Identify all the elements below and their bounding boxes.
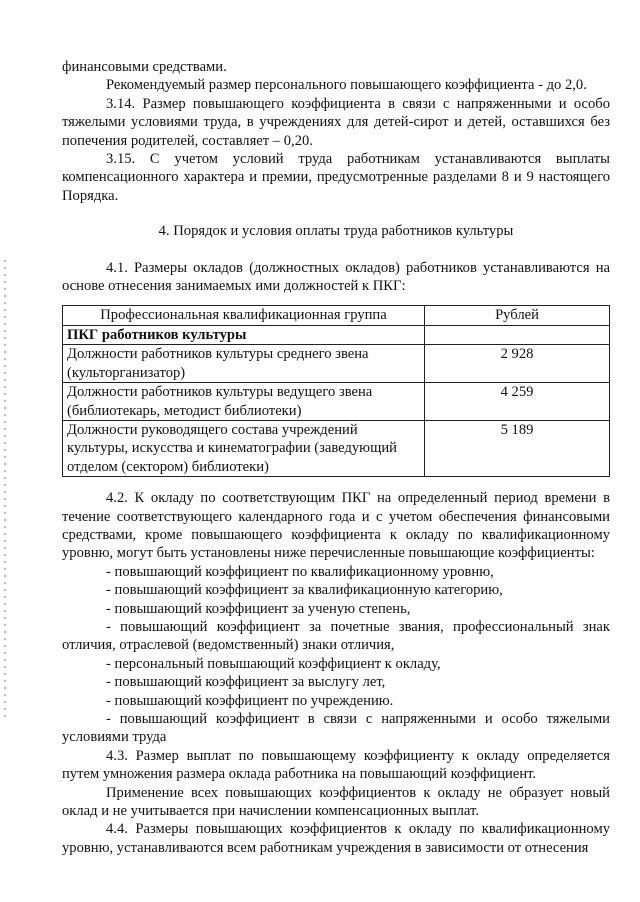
table-header-group: Профессиональная квалификационная группа bbox=[63, 306, 425, 325]
table-row bbox=[63, 345, 610, 383]
table-cell-salary: 4 259 bbox=[425, 383, 610, 421]
list-item: - персональный повышающий коэффициент к окладу, bbox=[106, 655, 441, 672]
list-item: - повышающий коэффициент за квалификационную категорию, bbox=[106, 582, 503, 599]
paragraph-3-15: 3.15. С учетом условий труда работникам устанавливаются выплаты компенсационного характера и премии, предусмотренные разделами 8 и 9 настоящего Порядка. bbox=[62, 151, 610, 204]
table-group-title: ПКГ работников культуры bbox=[63, 325, 425, 344]
table-group-row bbox=[63, 325, 610, 344]
table-empty-cell bbox=[425, 325, 610, 344]
table-cell-position: Должности работников культуры среднего звена (культорганизатор) bbox=[63, 345, 425, 383]
table-cell-salary: 5 189 bbox=[425, 420, 610, 476]
section-title: 4. Порядок и условия оплаты труда работников культуры bbox=[158, 223, 514, 240]
paragraph-continuation: финансовыми средствами. bbox=[62, 59, 227, 75]
list-item: - повышающий коэффициент за выслугу лет, bbox=[106, 674, 386, 691]
table-header-row bbox=[63, 306, 610, 325]
paragraph-4-4: 4.4. Размеры повышающих коэффициентов к окладу по квалификационному уровню, устанавливаются всем работникам учреждения в зависимости от отнесения bbox=[62, 821, 610, 856]
list-item: - повышающий коэффициент по учреждению. bbox=[106, 692, 394, 709]
document-page bbox=[62, 58, 610, 857]
table-cell-position: Должности работников культуры ведущего звена (библиотекарь, методист библиотеки) bbox=[63, 383, 425, 421]
table-row bbox=[63, 420, 610, 476]
salary-table bbox=[62, 305, 610, 477]
list-item: - повышающий коэффициент по квалификационному уровню, bbox=[106, 563, 494, 580]
table-header-rubles: Рублей bbox=[425, 306, 610, 325]
paragraph-4-1: 4.1. Размеры окладов (должностных окладов) работников устанавливаются на основе отнесения занимаемых ими должностей к ПКГ: bbox=[62, 259, 610, 295]
paragraph-4-3: 4.3. Размер выплат по повышающему коэффициенту к окладу определяется путем умножения размера оклада работника на повышающий коэффициент. bbox=[62, 747, 610, 783]
paragraph-application: Применение всех повышающих коэффициентов к окладу не образует новый оклад и не учитывается при начислении компенсационных выплат. bbox=[62, 784, 610, 820]
paragraph-recommended-coefficient: Рекомендуемый размер персонального повышающего коэффициента - до 2,0. bbox=[106, 77, 587, 94]
list-item: - повышающий коэффициент за ученую степень, bbox=[106, 600, 411, 617]
list-item: - повышающий коэффициент в связи с напряженными и особо тяжелыми условиями труда bbox=[62, 711, 610, 746]
paragraph-4-2: 4.2. К окладу по соответствующим ПКГ на определенный период времени в течение соответствующего календарного года и с учетом обеспечения финансовыми средствами, кроме повышающего коэффициента к окладу по квалификационному уровню, могут быть установлены ниже перечисленные повышающие коэффициенты: bbox=[62, 490, 610, 562]
scan-margin-dots bbox=[4, 260, 6, 720]
table-row bbox=[63, 383, 610, 421]
list-item: - повышающий коэффициент за почетные звания, профессиональный знак отличия, отраслевой (ведомственный) знаки отличия, bbox=[62, 618, 610, 654]
table-cell-position: Должности руководящего состава учреждений культуры, искусства и кинематографии (заведующий отделом (сектором) библиотеки) bbox=[63, 420, 425, 476]
table-cell-salary: 2 928 bbox=[425, 345, 610, 383]
paragraph-3-14: 3.14. Размер повышающего коэффициента в связи с напряженными и особо тяжелыми условиями труда, в учреждениях для детей-сирот и детей, оставшихся без попечения родителей, составляет – 0,20. bbox=[62, 95, 610, 149]
